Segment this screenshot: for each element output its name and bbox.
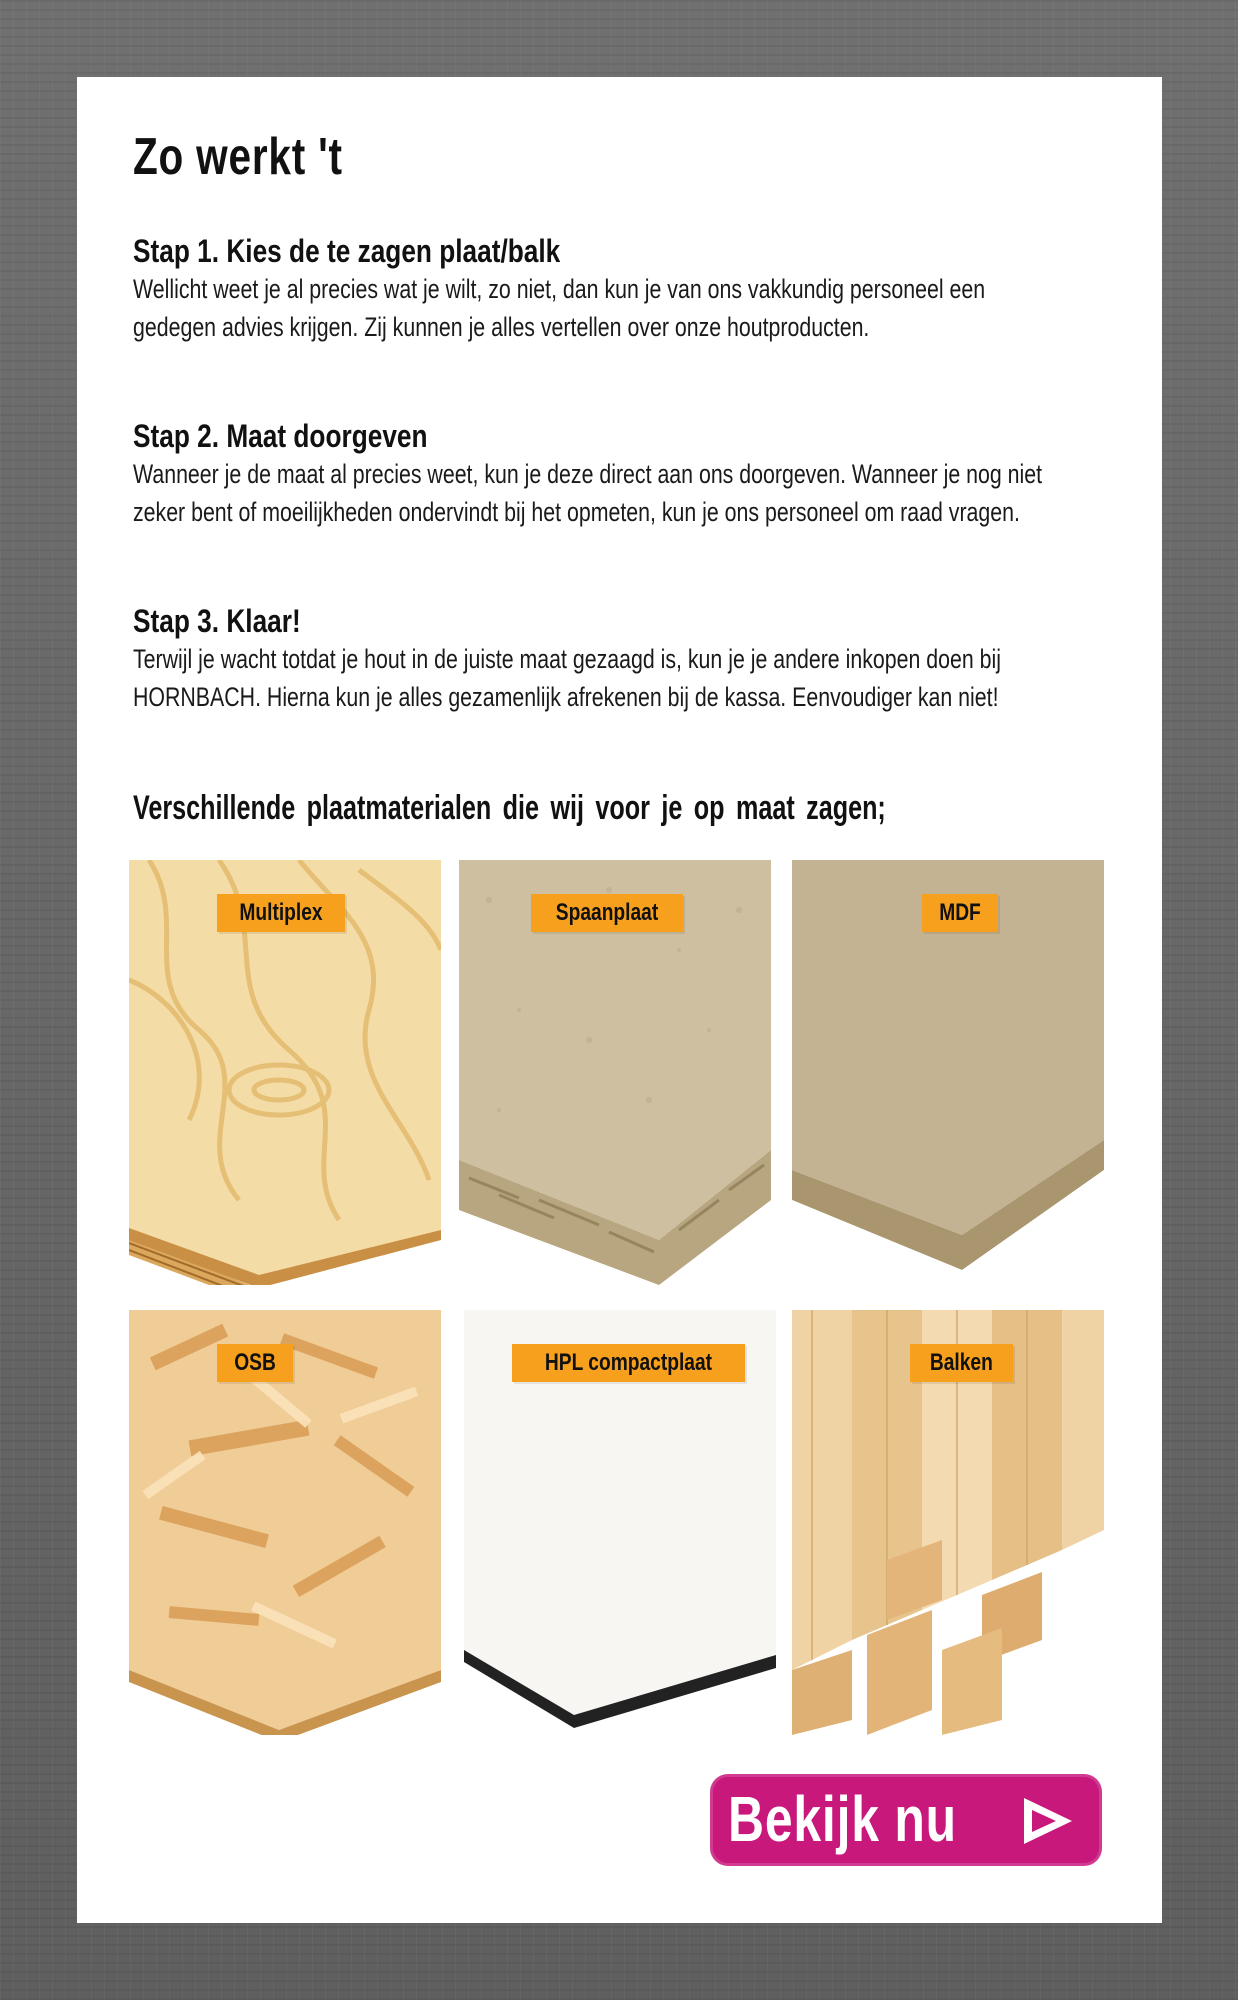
cta-label: Bekijk nu: [728, 1783, 957, 1855]
step-1: [133, 232, 1113, 346]
materials-heading: Verschillende plaatmaterialen die wij voor je op maat zagen;: [133, 789, 886, 827]
material-label: Spaanplaat: [531, 894, 683, 932]
bekijk-nu-button[interactable]: [710, 1774, 1102, 1866]
step-3-text: Terwijl je wacht totdat je hout in de juiste maat gezaagd is, kun je je andere inkopen doen bij HORNBACH. Hierna kun je alles gezamenlijk afrekenen bij de kassa. Eenvoudiger kan niet!: [133, 644, 1001, 712]
material-tile-osb[interactable]: [129, 1310, 441, 1735]
material-tile-mdf[interactable]: [792, 860, 1104, 1285]
material-label: Multiplex: [217, 894, 345, 932]
step-1-text: Wellicht weet je al precies wat je wilt, zo niet, dan kun je van ons vakkundig personeel een gedegen advies krijgen. Zij kunnen je alles vertellen over onze houtproducten.: [133, 274, 986, 342]
material-label: HPL compactplaat: [512, 1344, 745, 1382]
content-card: [77, 77, 1162, 1923]
material-label: MDF: [922, 894, 998, 932]
play-arrow-icon: [1020, 1794, 1076, 1848]
material-tile-multiplex[interactable]: [129, 860, 441, 1285]
step-3-heading: Stap 3. Klaar!: [133, 603, 301, 639]
material-tile-balken[interactable]: [792, 1310, 1104, 1735]
material-label: Balken: [910, 1344, 1013, 1382]
step-2-heading: Stap 2. Maat doorgeven: [133, 418, 428, 454]
material-label: OSB: [217, 1344, 293, 1382]
material-tile-spaanplaat[interactable]: [459, 860, 771, 1285]
step-2-text: Wanneer je de maat al precies weet, kun je deze direct aan ons doorgeven. Wanneer je nog niet zeker bent of moeilijkheden ondervindt bij het opmeten, kun je ons personeel om raad vragen.: [133, 459, 1043, 527]
step-2: [133, 417, 1113, 531]
step-3: [133, 602, 1113, 716]
material-tile-hpl[interactable]: [464, 1310, 776, 1735]
step-1-heading: Stap 1. Kies de te zagen plaat/balk: [133, 233, 561, 269]
page-title: Zo werkt 't: [133, 128, 343, 186]
